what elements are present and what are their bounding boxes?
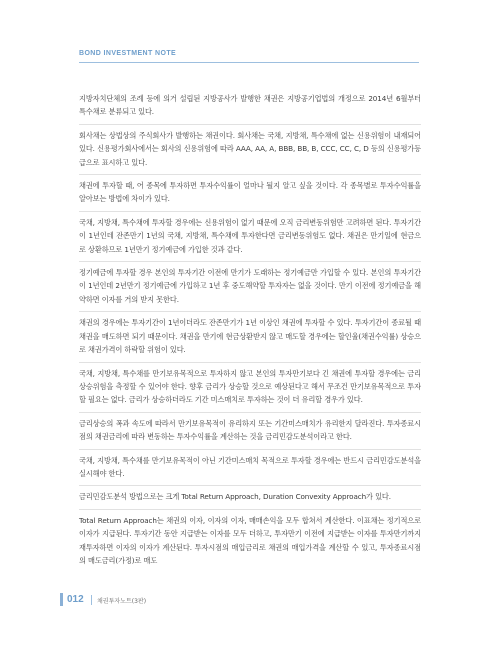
paragraph: 채권의 경우에는 투자기간이 1년이더라도 잔존만기가 1년 이상인 채권에 투자할 수 있다. 투자기간이 종료될 때 채권을 매도하면 되기 때문이다. 채권을 만기에 현금상환받지 않고 매도할 경우에는 할인율(채권수익률) 상승으로 채권가격이 하락할 위험이 있다. <box>79 318 421 355</box>
paragraph: 정기예금에 투자할 경우 본인의 투자기간 이전에 만기가 도래하는 정기예금만 가입할 수 있다. 본인의 투자기간이 1년인데 2년만기 정기예금에 가입하고 1년 후 중도해약할 투자자는 없을 것이다. 만기 이전에 정기예금을 해약하면 이자를 거의 받지 못한다. <box>79 268 421 304</box>
paragraph-divider <box>79 412 421 413</box>
paragraph: Total Return Approach는 채권의 이자, 이자의 이자, 매매손익을 모두 합쳐서 계산한다. 이표채는 정기적으로 이자가 지급된다. 투자기간 동안 지급받는 이자를 모두 더하고, 투자만기 이전에 지급받는 이자를 투자만기까지 재투자하면 이자의 이자가 계산된다. 투자시점의 매입금리로 채권의 매입가격을 계산할 수 있고, 투자종료시점의 매도금리(가정)로 매도 <box>79 515 421 565</box>
paragraph-divider <box>79 509 421 510</box>
paragraph: 국채, 지방채, 특수채를 만기보유목적으로 투자하지 않고 본인의 투자만기보다 긴 채권에 투자할 경우에는 금리상승위험을 측정할 수 있어야 한다. 향후 금리가 상승할 것으로 예상된다고 해서 무조건 만기보유목적으로 투자할 필요는 없다. 금리가 상승하더라도 기간 미스매치로 투자하는 것이 더 유리할 경우가 있다. <box>79 368 421 405</box>
book-title: 채권투자노트(3판) <box>97 598 147 605</box>
paragraph-divider <box>79 311 421 312</box>
paragraph: 지방자치단체의 조례 등에 의거 설립된 지방공사가 발행한 채권은 지방공기업법의 개정으로 2014년 6월부터 특수채로 분류되고 있다. <box>79 94 421 117</box>
footer-divider <box>91 595 92 605</box>
header-rule <box>79 62 419 63</box>
page-number: 012 <box>67 594 84 605</box>
paragraph-divider <box>79 124 421 125</box>
paragraph-divider <box>79 174 421 175</box>
footer-accent-bar <box>60 593 63 606</box>
paragraph: 국채, 지방채, 특수채에 투자할 경우에는 신용위험이 없기 때문에 오직 금리변동위험만 고려하면 된다. 투자기간이 1년인데 잔존만기 1년의 국채, 지방채, 특수채에 투자한다면 금리변동위험도 없다. 채권은 만기일에 현금으로 상환하므로 1년만기 정기예금에 가입한 것과 같다. <box>79 217 421 254</box>
paragraph-divider <box>79 261 421 262</box>
paragraph: 국채, 지방채, 특수채를 만기보유목적이 아닌 기간미스매치 목적으로 투자할 경우에는 반드시 금리민감도분석을 실시해야 한다. <box>79 455 421 478</box>
paragraph-divider <box>79 362 421 363</box>
paragraph: 회사채는 상법상의 주식회사가 발행하는 채권이다. 회사채는 국채, 지방채, 특수채에 없는 신용위험이 내재되어 있다. 신용평가회사에서는 회사의 신용위험에 따라 AAA, AA, A, BBB, BB, B, CCC, CC, C, D 등의 신용평가등급으로 표시하고 있다. <box>79 130 421 167</box>
paragraph: 금리상승의 폭과 속도에 따라서 만기보유목적이 유리하지 또는 기간미스매치가 유리한지 달라진다. 투자종료시점의 채권금리에 따라 변동하는 투자수익률을 계산하는 것을 금리민감도분석이라고 한다. <box>79 418 421 442</box>
paragraph-divider <box>79 485 421 486</box>
paragraph: 금리민감도분석 방법으로는 크게 Total Return Approach, Duration Convexity Approach가 있다. <box>79 492 391 502</box>
paragraph-divider <box>79 449 421 450</box>
running-header: BOND INVESTMENT NOTE <box>79 50 177 57</box>
body-text <box>79 92 421 567</box>
paragraph-divider <box>79 211 421 212</box>
paragraph: 채권에 투자할 때, 어 종목에 투자하면 투자수익률이 얼마나 될지 알고 싶을 것이다. 각 종목별로 투자수익률을 알아보는 방법에 차이가 있다. <box>79 181 421 204</box>
